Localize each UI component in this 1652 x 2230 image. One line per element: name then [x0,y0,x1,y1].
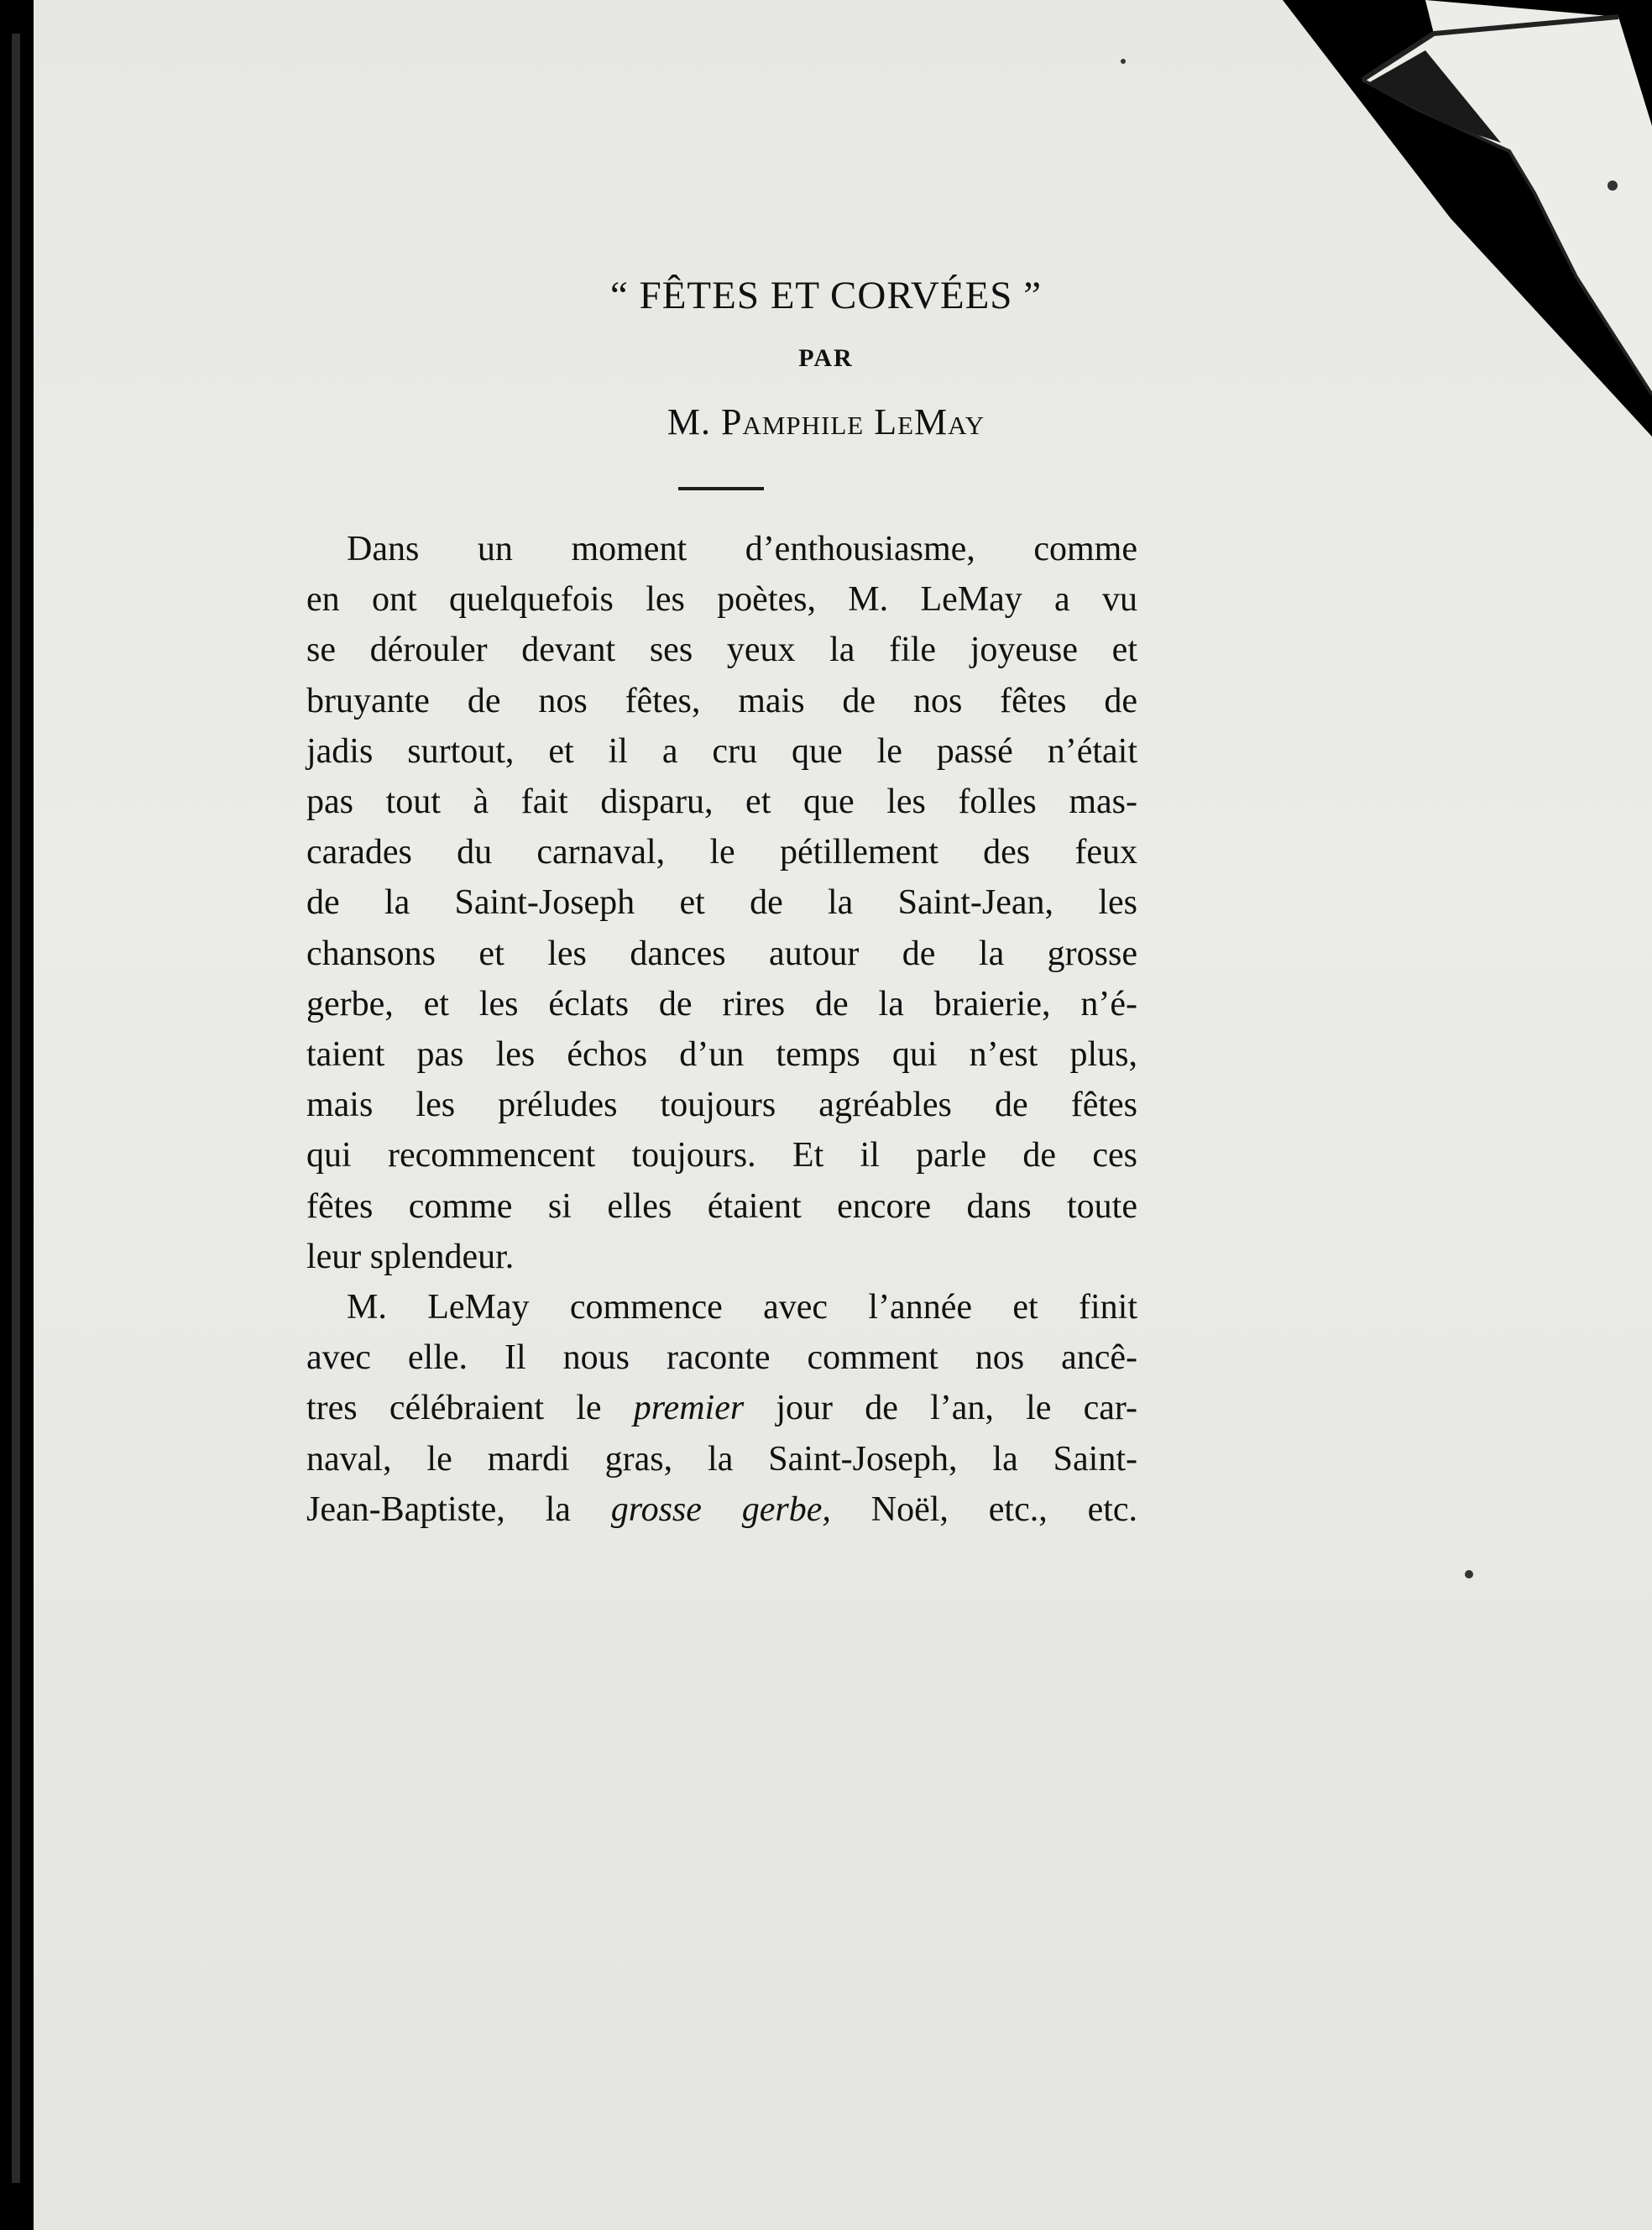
text-line: pas tout à fait disparu, et que les folles mas- [306,783,1137,822]
page-title: “ FÊTES ET CORVÉES ” [609,274,1043,317]
text-line: Dans un moment d’enthousiasme, comme [347,530,1137,568]
text-line: taient pas les échos d’un temps qui n’est plus, [306,1035,1137,1075]
text-line: gerbe, et les éclats de rires de la braierie, n’é- [306,984,1137,1023]
text-segment: tres célébraient le [306,1389,634,1428]
byline-par: PAR [798,344,854,372]
text-line: naval, le mardi gras, la Saint-Joseph, la Saint- [306,1439,1137,1479]
text-line: leur splendeur. [306,1237,515,1276]
text-line: jadis surtout, et il a cru que le passé n’était [306,731,1137,771]
text-segment: Noël, etc., etc. [830,1489,1138,1529]
section-divider [678,487,764,490]
text-line: qui recommencent toujours. Et il parle de ces [306,1136,1137,1175]
text-line: se dérouler devant ses yeux la file joyeuse et [306,631,1137,670]
text-line: avec elle. Il nous raconte comment nos ancê- [306,1338,1137,1378]
text-line: M. LeMay commence avec l’année et finit [347,1288,1137,1327]
text-line: chansons et les dances autour de la grosse [306,934,1137,973]
speck [1608,181,1618,191]
article-body [306,524,1137,1535]
text-line: mais les préludes toujours agréables de fêtes [306,1086,1137,1125]
text-line: de la Saint-Joseph et de la Saint-Jean, les [306,883,1137,923]
text-line: fêtes comme si elles étaient encore dans toute [306,1186,1137,1226]
author-name: M. Pamphile LeMay [667,401,985,442]
italic-term: premier [633,1389,745,1428]
text-line [306,1484,1137,1535]
speck [1121,59,1126,64]
text-segment: Jean-Baptiste, la [306,1489,611,1529]
binding-edge [0,0,34,2230]
text-line: en ont quelquefois les poètes, M. LeMay a vu [306,580,1137,620]
text-line: bruyante de nos fêtes, mais de nos fêtes de [306,681,1137,720]
speck [1465,1570,1473,1578]
text-segment: jour de l’an, le car- [744,1389,1138,1428]
text-line: carades du carnaval, le pétillement des feux [306,833,1137,872]
italic-term: grosse gerbe, [610,1489,831,1529]
text-line [306,1383,1137,1433]
